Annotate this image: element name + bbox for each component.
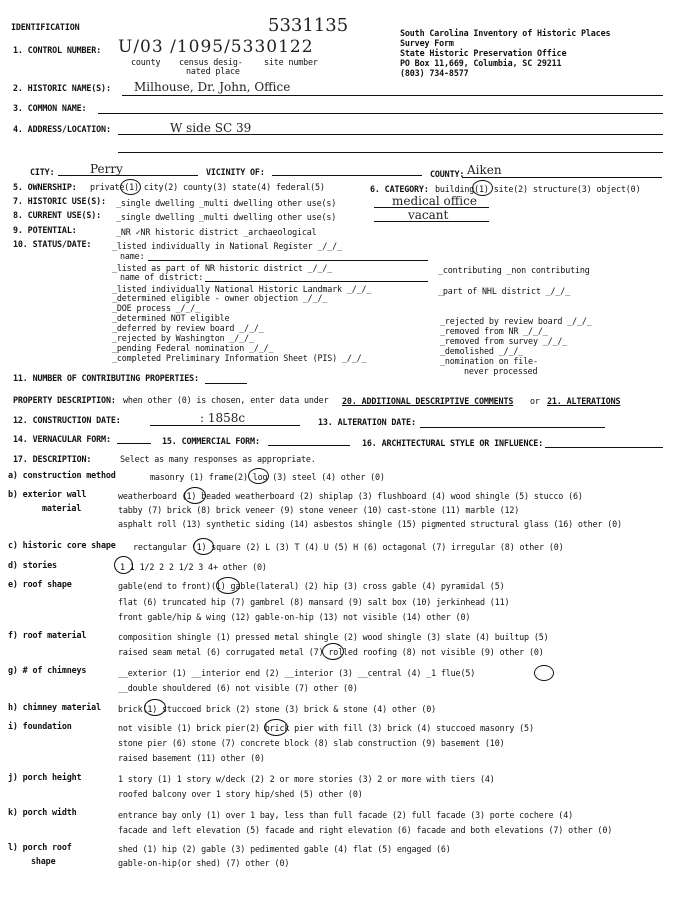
status-label: 10. STATUS/DATE: [13, 239, 92, 249]
current-use-label: 8. CURRENT USE(S): [13, 210, 102, 220]
potential-options: _NR ✓NR historic district _archaeological [116, 227, 317, 237]
construction-date-label: 12. CONSTRUCTION DATE: [13, 415, 121, 425]
city-label: CITY: [30, 167, 55, 177]
foundation-circle [264, 719, 288, 736]
status-option: _rejected by review board _/_/_ [440, 316, 592, 326]
city-value: Perry [90, 162, 123, 176]
porch-height-label: j) porch height [8, 772, 82, 782]
status-option: _deferred by review board _/_/_ [112, 323, 264, 333]
property-description-label: PROPERTY DESCRIPTION: [13, 395, 116, 405]
property-description-text: when other (0) is chosen, enter data under [123, 395, 329, 405]
agency-line: Survey Form [400, 38, 454, 48]
roof-shape-label: e) roof shape [8, 579, 72, 589]
county-value: Aiken [467, 163, 502, 177]
arch-style-label: 16. ARCHITECTURAL STYLE OR INFLUENCE: [362, 438, 544, 448]
porch-roof-label-2: shape [31, 856, 56, 866]
handwritten-number: 5331135 [268, 15, 349, 36]
vicinity-label: VICINITY OF: [206, 167, 265, 177]
porch-roof-options: gable-on-hip(or shed) (7) other (0) [118, 858, 290, 868]
porch-roof-label: l) porch roof [8, 842, 72, 852]
site-number-caption: site number [264, 57, 318, 67]
roof-material-circle [322, 643, 344, 660]
potential-label: 9. POTENTIAL: [13, 225, 77, 235]
category-options: building(1) site(2) structure(3) object(0) [435, 184, 641, 194]
county-label: COUNTY: [430, 169, 465, 179]
address-line-2 [118, 152, 663, 153]
description-instructions: Select as many responses as appropriate. [120, 454, 316, 464]
vernacular-form-label: 14. VERNACULAR FORM: [13, 434, 111, 444]
exterior-wall-options: asphalt roll (13) synthetic siding (14) asbestos shingle (15) pigmented structural glass (16) other (0) [118, 519, 622, 529]
control-number-label: 1. CONTROL NUMBER: [13, 45, 102, 55]
construction-method-options: masonry (1) frame(2) log (3) steel (4) other (0) [150, 472, 385, 482]
ownership-options: private(1) city(2) county(3) state(4) federal(5) [90, 182, 325, 192]
construction-date-line [150, 425, 300, 426]
porch-width-label: k) porch width [8, 807, 77, 817]
chimneys-options: __double shouldered (6) not visible (7) other (0) [118, 683, 358, 693]
roof-shape-circle [216, 577, 240, 594]
vicinity-line [272, 175, 422, 176]
roof-shape-options: front gable/hip & wing (12) gable-on-hip (13) not visible (14) other (0) [118, 612, 471, 622]
roof-material-options: composition shingle (1) pressed metal shingle (2) wood shingle (3) slate (4) builtup (5) [118, 632, 549, 642]
foundation-options: not visible (1) brick pier(2) brick pier with fill (3) brick (4) stuccoed masonry (5) [118, 723, 534, 733]
foundation-options: raised basement (11) other (0) [118, 753, 265, 763]
agency-line: PO Box 11,669, Columbia, SC 29211 [400, 58, 562, 68]
chimney-material-circle [144, 699, 166, 716]
status-option: _listed individually in National Register _/_/_ [112, 241, 342, 251]
status-option: _demolished _/_/_ [440, 346, 524, 356]
historic-use-options: _single dwelling _multi dwelling other use(s) [116, 198, 337, 208]
exterior-wall-label: b) exterior wall [8, 489, 87, 499]
vernacular-line [117, 443, 151, 444]
additional-comments-ref: 20. ADDITIONAL DESCRIPTIVE COMMENTS [342, 396, 514, 406]
exterior-wall-options: weatherboard (1) beaded weatherboard (2) shiplap (3) flushboard (4) wood shingle (5) stucco (6) [118, 491, 583, 501]
status-option: _rejected by Washington _/_/_ [112, 333, 254, 343]
census-caption: census desig- [179, 57, 243, 67]
county-caption: county [131, 57, 161, 67]
status-contributing: _contributing _non contributing [438, 265, 590, 275]
commercial-line [268, 445, 350, 446]
alteration-date-line [420, 427, 605, 428]
common-name-label: 3. COMMON NAME: [13, 103, 87, 113]
porch-roof-options: shed (1) hip (2) gable (3) pedimented gable (4) flat (5) engaged (6) [118, 844, 451, 854]
current-use-value: vacant [408, 208, 449, 222]
roof-shape-options: flat (6) truncated hip (7) gambrel (8) mansard (9) salt box (10) jerkinhead (11) [118, 597, 510, 607]
status-option: _listed individually National Historic Landmark _/_/_ [112, 284, 372, 294]
chimney-material-label: h) chimney material [8, 702, 101, 712]
contributing-properties-label: 11. NUMBER OF CONTRIBUTING PROPERTIES: [13, 373, 199, 383]
status-line [148, 260, 428, 261]
current-use-options: _single dwelling _multi dwelling other use(s) [116, 212, 337, 222]
status-option: _determined eligible - owner objection _/_/_ [112, 293, 328, 303]
description-label: 17. DESCRIPTION: [13, 454, 92, 464]
chimneys-options: __exterior (1) __interior end (2) __interior (3) __central (4) _1 flue(5) [118, 668, 476, 678]
construction-method-circle [248, 468, 269, 484]
contributing-properties-line [205, 383, 247, 384]
foundation-label: i) foundation [8, 721, 72, 731]
core-shape-circle [193, 538, 214, 555]
historic-name-line [122, 95, 663, 96]
historic-name-label: 2. HISTORIC NAME(S): [13, 83, 111, 93]
census-caption-2: nated place [186, 66, 240, 76]
status-option: _pending Federal nomination _/_/_ [112, 343, 274, 353]
chimneys-label: g) # of chimneys [8, 665, 87, 675]
status-option: name of district: [120, 272, 204, 282]
foundation-options: stone pier (6) stone (7) concrete block (8) slab construction (9) basement (10) [118, 738, 505, 748]
historic-name-value: Milhouse, Dr. John, Office [134, 80, 291, 94]
arch-style-line [545, 447, 663, 448]
stories-label: d) stories [8, 560, 57, 570]
core-shape-label: c) historic core shape [8, 540, 116, 550]
porch-width-options: facade and left elevation (5) facade and right elevation (6) facade and both elevations (7) other (0) [118, 825, 613, 835]
city-line [58, 175, 198, 176]
chimneys-circle [534, 665, 554, 681]
alterations-ref: 21. ALTERATIONS [547, 396, 621, 406]
alteration-date-label: 13. ALTERATION DATE: [318, 417, 416, 427]
construction-date-value: : 1858c [200, 411, 246, 425]
roof-shape-options: gable(end to front)(1) gable(lateral) (2) hip (3) cross gable (4) pyramidal (5) [118, 581, 505, 591]
status-line [205, 281, 428, 282]
porch-height-options: 1 story (1) 1 story w/deck (2) 2 or more stories (3) 2 or more with tiers (4) [118, 774, 495, 784]
stories-options: 1 1 1/2 2 2 1/2 3 4+ other (0) [120, 562, 267, 572]
agency-line: State Historic Preservation Office [400, 48, 567, 58]
roof-material-options: raised seam metal (6) corrugated metal (7) rolled roofing (8) not visible (9) other (0) [118, 647, 544, 657]
porch-width-options: entrance bay only (1) over 1 bay, less than full facade (2) full facade (3) porte cochere (4) [118, 810, 573, 820]
status-option: _removed from survey _/_/_ [440, 336, 568, 346]
current-use-line [374, 221, 489, 222]
status-option: _removed from NR _/_/_ [440, 326, 548, 336]
agency-line: (803) 734-8577 [400, 68, 469, 78]
category-label: 6. CATEGORY: [370, 184, 429, 194]
historic-use-value: medical office [392, 194, 477, 208]
commercial-form-label: 15. COMMERCIAL FORM: [162, 436, 260, 446]
status-option: _completed Preliminary Information Sheet (PIS) _/_/_ [112, 353, 367, 363]
historic-use-label: 7. HISTORIC USE(S): [13, 196, 106, 206]
or-text: or [530, 396, 540, 406]
status-option: never processed [464, 366, 538, 376]
county-line [462, 177, 662, 178]
porch-height-options: roofed balcony over 1 story hip/shed (5) other (0) [118, 789, 363, 799]
address-label: 4. ADDRESS/LOCATION: [13, 124, 111, 134]
address-value: W side SC 39 [170, 121, 252, 135]
exterior-wall-circle [184, 487, 206, 504]
exterior-wall-label-2: material [42, 503, 82, 513]
identification-heading: IDENTIFICATION [11, 22, 80, 32]
status-option: _listed as part of NR historic district _/_/_ [112, 263, 333, 273]
ownership-circle [120, 179, 141, 195]
status-option: _determined NOT eligible [112, 313, 230, 323]
construction-method-label: a) construction method [8, 470, 116, 480]
status-option: _DOE process _/_/_ [112, 303, 201, 313]
address-line [118, 134, 663, 135]
status-nhl: _part of NHL district _/_/_ [438, 286, 571, 296]
status-option: name: [120, 251, 145, 261]
agency-line: South Carolina Inventory of Historic Places [400, 28, 611, 38]
core-shape-options: rectangular (1) square (2) L (3) T (4) U (5) H (6) octagonal (7) irregular (8) other (0) [133, 542, 564, 552]
status-option: _nomination on file- [440, 356, 538, 366]
chimney-material-options: brick(1) stuccoed brick (2) stone (3) brick & stone (4) other (0) [118, 704, 436, 714]
control-number-value: U/03 /1095/5330122 [118, 37, 314, 57]
exterior-wall-options: tabby (7) brick (8) brick veneer (9) stone veneer (10) cast-stone (11) marble (12) [118, 505, 520, 515]
common-name-line [98, 113, 663, 114]
ownership-label: 5. OWNERSHIP: [13, 182, 77, 192]
stories-circle [114, 556, 133, 574]
roof-material-label: f) roof material [8, 630, 87, 640]
